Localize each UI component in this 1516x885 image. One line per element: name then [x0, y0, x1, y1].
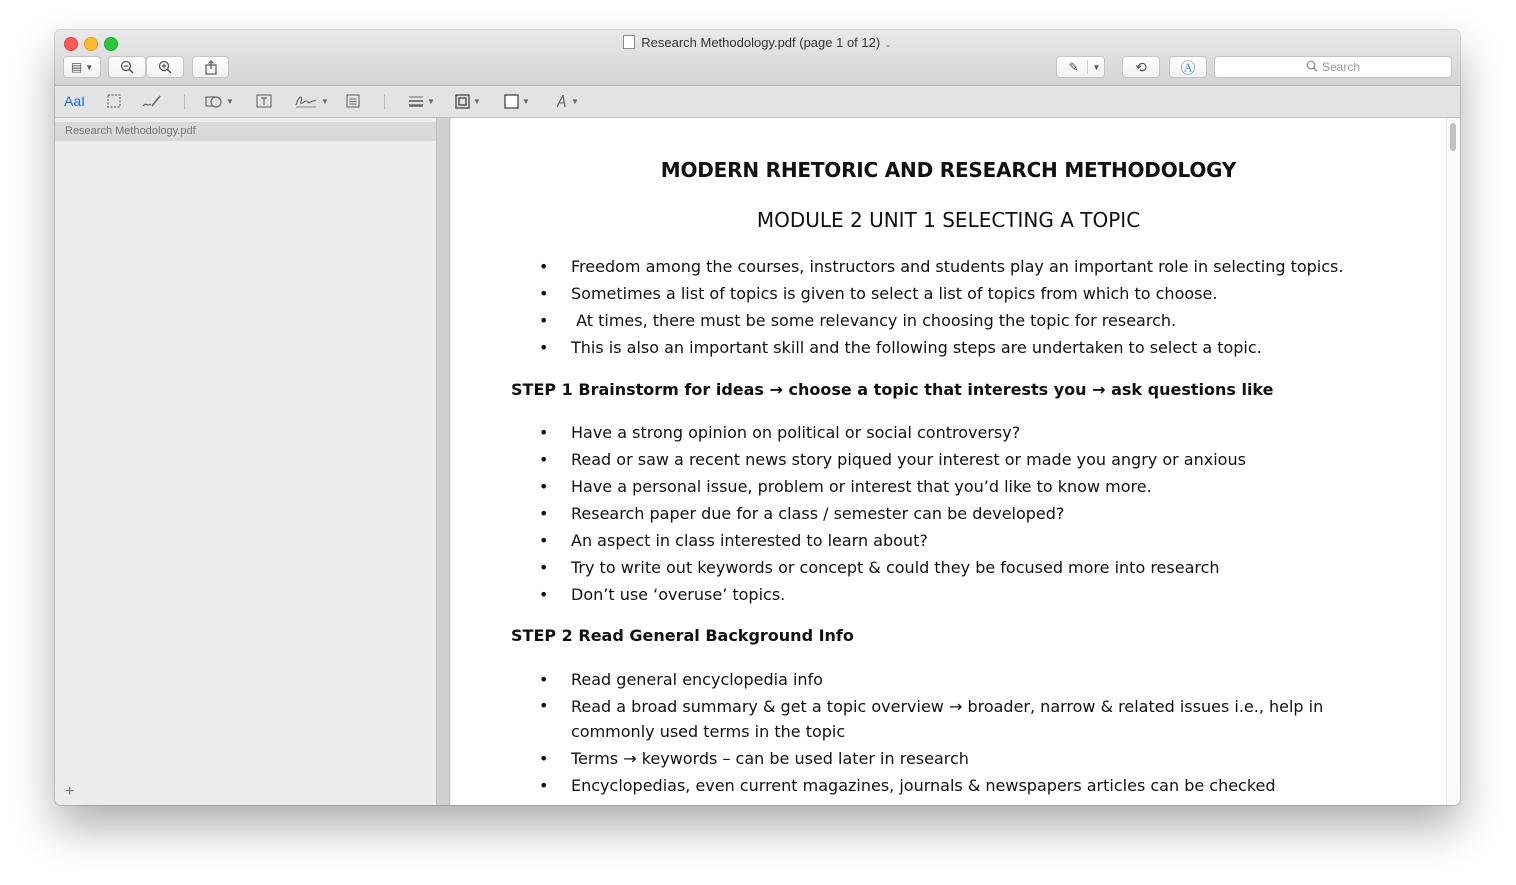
markup-toolbar [55, 86, 1460, 118]
list-item: • Read general encyclopedia info [451, 666, 1371, 693]
text-selection-label: AaI [64, 93, 86, 109]
add-icon[interactable]: + [65, 783, 75, 800]
step1-heading: STEP 1 Brainstorm for ideas → choose a topic that interests you → ask questions like [511, 380, 1274, 399]
chevron-down-icon: ▼ [522, 96, 530, 106]
markup-pen-icon: Ⓐ [1180, 59, 1196, 77]
markup-toolbar-button[interactable] [1169, 56, 1207, 78]
sidebar-view-button[interactable] [63, 56, 101, 78]
rectangular-selection-tool[interactable] [107, 91, 121, 111]
signature-tool[interactable] [294, 91, 329, 111]
list-item: • Research paper due for a class / semester can be developed? [451, 500, 1371, 527]
border-color-tool[interactable] [455, 91, 481, 111]
rotate-icon: ⟲ [1135, 58, 1147, 75]
thumbnail-sidebar [55, 118, 436, 805]
sketch-icon [142, 94, 162, 108]
scrollbar-thumb[interactable] [1450, 123, 1456, 151]
zoom-in-icon [158, 60, 172, 74]
list-item: • Encyclopedias, even current magazines, journals & newspapers articles can be checked [451, 772, 1371, 799]
list-item: • Terms → keywords – can be used later in research [451, 745, 1371, 772]
title-bar [55, 30, 1460, 86]
highlight-button[interactable] [1056, 56, 1105, 78]
list-item: • Have a strong opinion on political or social controversy? [451, 419, 1371, 446]
note-tool[interactable] [346, 91, 360, 111]
signature-icon [294, 93, 318, 109]
document-subtitle: MODULE 2 UNIT 1 SELECTING A TOPIC [756, 208, 1141, 232]
shapes-icon [205, 94, 223, 108]
window-title-area[interactable] [55, 35, 1460, 50]
zoom-out-button[interactable] [108, 56, 146, 78]
intro-bullet-list [451, 253, 1371, 361]
rotate-button[interactable] [1122, 56, 1160, 78]
highlight-menu-chevron-icon[interactable]: ▼ [1092, 62, 1101, 72]
list-item: • Have a personal issue, problem or interest that you’d like to know more. [451, 473, 1371, 500]
border-color-icon [455, 94, 470, 109]
sketch-tool[interactable] [142, 91, 162, 111]
shapes-tool[interactable] [205, 91, 234, 111]
chevron-down-icon: ▼ [226, 96, 234, 106]
chevron-down-icon: ▼ [427, 96, 435, 106]
highlighter-icon: ✎ [1061, 60, 1088, 74]
fill-color-tool[interactable] [504, 91, 530, 111]
search-icon [1306, 60, 1318, 72]
zoom-out-icon [120, 60, 134, 74]
share-button[interactable] [192, 56, 229, 78]
document-title: MODERN RHETORIC AND RESEARCH METHODOLOGY [660, 158, 1237, 182]
note-icon [346, 94, 360, 108]
list-item: • Try to write out keywords or concept & could they be focused more into research [451, 554, 1371, 581]
window-title: Research Methodology.pdf (page 1 of 12) [641, 35, 881, 50]
vertical-scrollbar[interactable] [1446, 118, 1460, 805]
chevron-down-icon: ▼ [321, 96, 329, 106]
text-box-tool[interactable] [256, 91, 272, 111]
text-box-icon [256, 94, 272, 108]
text-style-tool[interactable] [554, 91, 579, 111]
step2-heading: STEP 2 Read General Background Info [511, 626, 854, 645]
list-item: • Read or saw a recent news story piqued your interest or made you angry or anxious [451, 446, 1371, 473]
pdf-page [451, 118, 1446, 805]
sidebar-file-label[interactable]: Research Methodology.pdf [55, 122, 436, 141]
shape-style-tool[interactable] [408, 91, 435, 111]
line-style-icon [408, 94, 424, 108]
search-field[interactable] [1214, 56, 1452, 78]
share-icon [204, 60, 218, 75]
chevron-down-icon: ▼ [571, 96, 579, 106]
fill-color-icon [504, 94, 519, 109]
list-item: • An aspect in class interested to learn about? [451, 527, 1371, 554]
list-item: • Read a broad summary & get a topic overview → broader, narrow & related issues i.e., help in commonly used terms in the topic [451, 693, 1371, 745]
list-item: • Don’t use ‘overuse’ topics. [451, 581, 1371, 608]
list-item: • This is also an important skill and the following steps are undertaken to select a topic. [451, 334, 1371, 361]
step1-bullet-list [451, 419, 1371, 608]
search-placeholder: Search [1321, 60, 1361, 74]
title-menu-chevron-icon[interactable]: ⌄ [884, 39, 892, 49]
sidebar-icon: ▤ [70, 60, 83, 74]
zoom-in-button[interactable] [146, 56, 184, 78]
toolbar-divider [184, 94, 185, 109]
list-item: • At times, there must be some relevancy in choosing the topic for research. [451, 307, 1371, 334]
list-item: • Sometimes a list of topics is given to select a list of topics from which to choose. [451, 280, 1371, 307]
list-item: • Freedom among the courses, instructors and students play an important role in selecting topics. [451, 253, 1371, 280]
toolbar-divider [384, 94, 385, 109]
step2-bullet-list [451, 666, 1371, 799]
text-style-icon [554, 93, 568, 109]
preview-window [55, 30, 1460, 805]
sidebar-divider[interactable] [436, 118, 450, 805]
rectangular-selection-icon [107, 94, 121, 108]
chevron-down-icon: ▼ [473, 96, 481, 106]
chevron-down-icon: ▼ [85, 62, 94, 72]
pdf-document-icon [623, 35, 635, 49]
text-selection-tool[interactable] [64, 91, 85, 111]
